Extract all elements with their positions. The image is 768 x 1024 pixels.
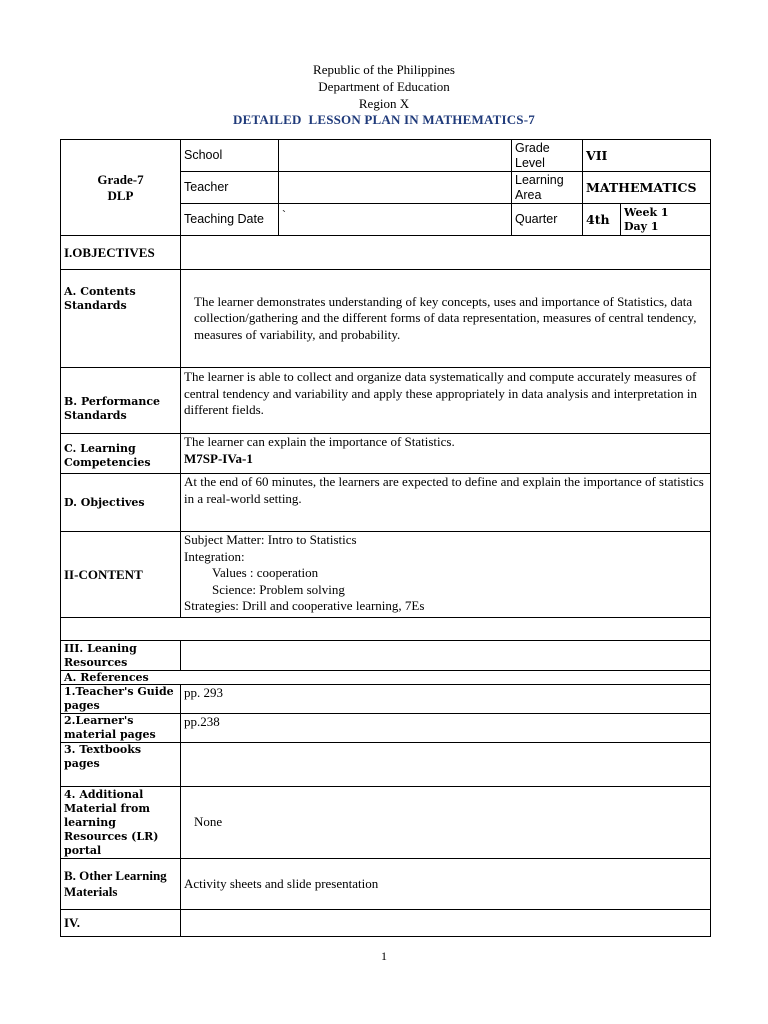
- textbooks-label: 3. Textbooks pages: [61, 743, 181, 787]
- quarter-label: Quarter: [512, 204, 583, 236]
- teachers-guide-label: 1.Teacher's Guide pages: [61, 685, 181, 714]
- additional-material-value: None: [181, 787, 711, 859]
- content-heading: II-CONTENT: [61, 532, 181, 618]
- lesson-plan-table: [60, 139, 711, 937]
- science-line: Science: Problem solving: [212, 581, 345, 597]
- grade-label: Grade-7: [97, 171, 144, 187]
- section-iv-blank: [181, 910, 711, 937]
- learning-resources-blank: [181, 641, 711, 671]
- d-objectives-label: D. Objectives: [61, 474, 181, 532]
- content-details: [181, 532, 711, 618]
- page-number: 1: [381, 949, 387, 963]
- learning-competencies-cell: [181, 434, 711, 474]
- contents-standards-text: The learner demonstrates understanding of key concepts, uses and importance of Statistics, data collection/gathering and the different forms of data representation, measures of central tendency, measures of variability, and probability.: [181, 270, 711, 368]
- teachers-guide-value: pp. 293: [181, 685, 711, 714]
- teacher-label: Teacher: [181, 172, 279, 204]
- teacher-value: [279, 172, 512, 204]
- school-label: School: [181, 140, 279, 172]
- learning-resources-label: III. Leaning Resources: [61, 641, 181, 671]
- teaching-date-label: Teaching Date: [181, 204, 279, 236]
- competency-code: M7SP-IVa-1: [184, 450, 253, 466]
- learners-material-value: pp.238: [181, 714, 711, 743]
- grade-dlp-cell: [61, 140, 181, 236]
- strategies-line: Strategies: Drill and cooperative learning, 7Es: [184, 598, 425, 613]
- objectives-heading: I.OBJECTIVES: [61, 236, 181, 270]
- other-materials-value: Activity sheets and slide presentation: [181, 859, 711, 910]
- document-title: DETAILED LESSON PLAN IN MATHEMATICS-7: [233, 112, 535, 127]
- teaching-date-value: `: [279, 204, 512, 236]
- performance-standards-label: B. Performance Standards: [61, 368, 181, 434]
- school-value: [279, 140, 512, 172]
- learning-competencies-label: C. Learning Competencies: [61, 434, 181, 474]
- grade-level-label: Grade Level: [512, 140, 583, 172]
- learners-material-label: 2.Learner's material pages: [61, 714, 181, 743]
- header-republic: Republic of the Philippines: [313, 62, 455, 77]
- learning-area-label: Learning Area: [512, 172, 583, 204]
- objectives-blank: [181, 236, 711, 270]
- textbooks-value: [181, 743, 711, 787]
- section-iv-label: IV.: [61, 910, 181, 937]
- contents-standards-label: A. Contents Standards: [61, 270, 181, 368]
- header-region: Region X: [358, 96, 410, 111]
- integration-label: Integration:: [184, 548, 245, 564]
- dlp-label: DLP: [107, 187, 134, 203]
- performance-standards-text: The learner is able to collect and organize data systematically and compute accurately measures of central tendency and variability and apply these appropriately in data analysis and interpretation in different fields.: [181, 368, 711, 434]
- learning-area-value: MATHEMATICS: [583, 172, 711, 204]
- header-department: Department of Education: [318, 79, 450, 94]
- values-line: Values : cooperation: [212, 565, 319, 580]
- quarter-value: 4th: [583, 204, 621, 236]
- references-label: A. References: [61, 671, 711, 685]
- week-day-cell: [621, 204, 711, 236]
- other-materials-label: B. Other Learning Materials: [61, 859, 181, 910]
- spacer-row: [61, 618, 711, 641]
- grade-level-value: VII: [583, 140, 711, 172]
- week-value: Week 1: [624, 205, 669, 219]
- subject-matter: Subject Matter: Intro to Statistics: [184, 532, 357, 547]
- d-objectives-text: At the end of 60 minutes, the learners are expected to define and explain the importance of statistics in a real-world setting.: [181, 474, 711, 532]
- learning-competencies-text: The learner can explain the importance of Statistics.: [184, 434, 455, 449]
- additional-material-label: 4. Additional Material from learning Resources (LR) portal: [61, 787, 181, 859]
- day-value: Day 1: [624, 219, 659, 233]
